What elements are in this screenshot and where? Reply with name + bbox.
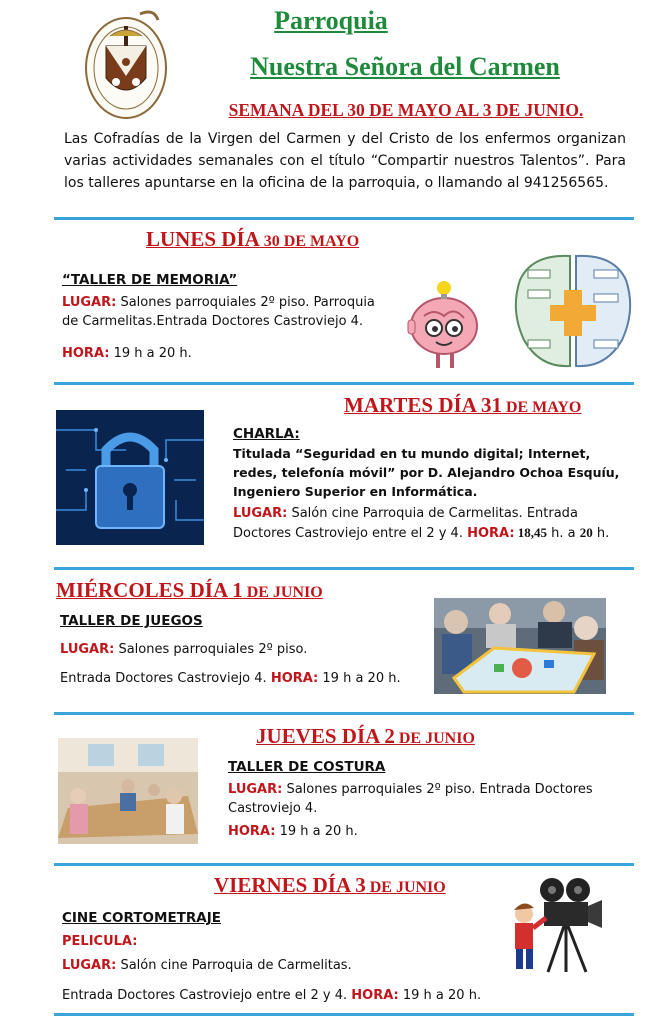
hora-label: HORA:: [270, 671, 319, 686]
friday-entrada: [62, 986, 481, 1005]
monday-date-label: 30 DE MAYO: [259, 233, 360, 250]
hora-label: HORA:: [62, 346, 110, 361]
wednesday-activity-title: TALLER DE JUEGOS: [60, 613, 203, 629]
board-game-photo: [434, 598, 606, 694]
friday-entrada-text: Entrada Doctores Castroviejo entre el 2 y 4.: [62, 988, 352, 1003]
thursday-heading: [256, 724, 475, 749]
lugar-label: LUGAR:: [228, 782, 283, 797]
section-divider: [54, 382, 634, 385]
tuesday-day-label: MARTES DÍA 31: [344, 393, 502, 417]
film-camera-icon: [498, 876, 606, 974]
wednesday-day-label: MIÉRCOLES DÍA 1: [56, 578, 243, 602]
brain-cartoon-icon: [394, 276, 494, 374]
section-divider: [54, 217, 634, 220]
friday-date-label: DE JUNIO: [365, 879, 446, 896]
section-divider: [54, 567, 634, 570]
friday-activity-title: CINE CORTOMETRAJE: [62, 910, 221, 926]
wednesday-entrada: [60, 669, 401, 688]
sewing-class-photo: [58, 738, 198, 844]
section-divider: [54, 1013, 634, 1016]
wednesday-lugar-text: Salones parroquiales 2º piso.: [114, 642, 308, 657]
friday-pelicula-label: PELICULA:: [62, 934, 138, 949]
lugar-label: LUGAR:: [62, 295, 117, 310]
hora-label: HORA:: [351, 988, 399, 1003]
tuesday-heading: [344, 393, 581, 418]
tuesday-hora-end: 20: [579, 525, 593, 540]
wednesday-entrada-text: Entrada Doctores Castroviejo 4.: [60, 671, 271, 686]
monday-hora: [62, 344, 192, 363]
thursday-date-label: DE JUNIO: [394, 730, 475, 747]
monday-lugar: [62, 293, 377, 331]
tuesday-hora-sep: h. a: [547, 526, 580, 541]
monday-lugar-text: Salones parroquiales 2º piso. Parroquia de Carmelitas.Entrada Doctores Castroviejo 4.: [62, 295, 375, 329]
section-divider: [54, 863, 634, 866]
lugar-label: LUGAR:: [233, 506, 288, 521]
page-title-parish-name: Nuestra Señora del Carmen: [250, 52, 560, 81]
lugar-label: LUGAR:: [62, 958, 117, 973]
thursday-lugar: [228, 780, 623, 818]
padlock-icon: [56, 410, 204, 545]
friday-lugar: [62, 956, 352, 975]
wednesday-lugar: [60, 640, 307, 659]
wednesday-hora-text: 19 h a 20 h.: [318, 671, 401, 686]
page-title-parroquia: Parroquia: [274, 6, 388, 35]
monday-day-label: LUNES DÍA: [146, 227, 260, 251]
friday-lugar-text: Salón cine Parroquia de Carmelitas.: [116, 958, 352, 973]
lugar-label: LUGAR:: [60, 642, 115, 657]
tuesday-activity-title: CHARLA:: [233, 426, 300, 442]
tuesday-hora-start: 18,45: [514, 525, 548, 540]
tuesday-lugar: [233, 504, 628, 543]
monday-activity-title: “TALLER DE MEMORIA”: [62, 272, 238, 288]
week-heading: SEMANA DEL 30 DE MAYO AL 3 DE JUNIO.: [228, 100, 584, 120]
hora-label: HORA:: [467, 526, 515, 541]
monday-hora-text: 19 h a 20 h.: [109, 346, 192, 361]
thursday-activity-title: TALLER DE COSTURA: [228, 759, 386, 775]
intro-paragraph: Las Cofradías de la Virgen del Carmen y del Cristo de los enfermos organizan varias actividades semanales con el título “Compartir nuestros Talentos”. Para los talleres apuntarse en la oficina de la parroquia, o llamando al 941256565.: [64, 131, 626, 191]
monday-heading: [146, 227, 359, 252]
tuesday-hora-unit: h.: [592, 526, 610, 541]
tuesday-date-label: DE MAYO: [501, 399, 582, 416]
section-divider: [54, 712, 634, 715]
brain-map-icon: [510, 250, 636, 374]
thursday-lugar-text: Salones parroquiales 2º piso. Entrada Doctores Castroviejo 4.: [228, 782, 593, 816]
wednesday-date-label: DE JUNIO: [242, 584, 323, 601]
friday-heading: [214, 873, 446, 898]
tuesday-lugar-text: Salón cine Parroquia de Carmelitas. Entrada Doctores Castroviejo entre el 2 y 4.: [233, 506, 578, 541]
thursday-hora-text: 19 h a 20 h.: [275, 824, 358, 839]
thursday-day-label: JUEVES DÍA 2: [256, 724, 395, 748]
wednesday-heading: [56, 578, 323, 603]
friday-hora-text: 19 h a 20 h.: [398, 988, 482, 1003]
hora-label: HORA:: [228, 824, 276, 839]
friday-day-label: VIERNES DÍA 3: [214, 873, 366, 897]
thursday-hora: [228, 822, 358, 841]
tuesday-description: Titulada “Seguridad en tu mundo digital; Internet, redes, telefonía móvil” por D. Alejandro Ochoa Esquíu, Ingeniero Superior en Informática.: [233, 446, 620, 499]
